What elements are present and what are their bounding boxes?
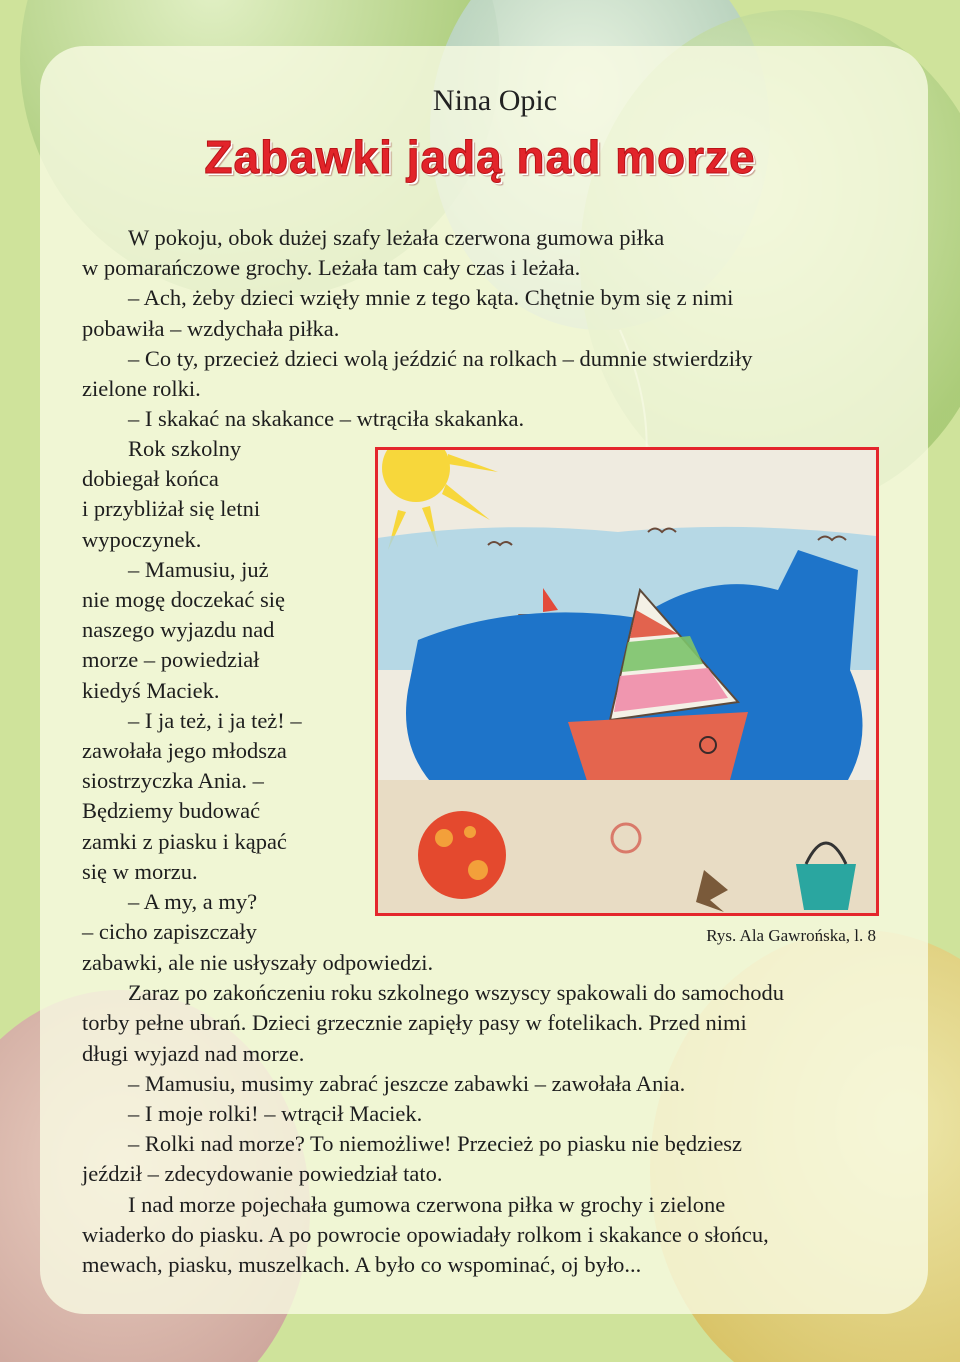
- text-line: – Rolki nad morze? To niemożliwe! Przecież po piasku nie będziesz: [128, 1131, 743, 1157]
- seaside-drawing-illustration: [378, 450, 876, 913]
- text-line: kiedyś Maciek.: [82, 677, 220, 703]
- text-line: – cicho zapiszczały: [82, 919, 257, 945]
- text-line: – I skakać na skakance – wtrąciła skakanka.: [128, 406, 525, 432]
- author-name: Nina Opic: [432, 84, 558, 117]
- text-line: się w morzu.: [82, 858, 198, 884]
- text-line: torby pełne ubrań. Dzieci grzecznie zapięły pasy w fotelikach. Przed nimi: [82, 1010, 747, 1036]
- text-line: nie mogę doczekać się: [82, 587, 286, 613]
- text-line: jeździł – zdecydowanie powiedział tato.: [82, 1161, 443, 1187]
- text-line: wiaderko do piasku. A po powrocie opowiadały rolkom i skakance o słońcu,: [82, 1221, 769, 1247]
- text-line: wypoczynek.: [82, 526, 202, 552]
- drawing-caption: Rys. Ala Gawrońska, l. 8: [706, 926, 876, 945]
- text-line: – I ja też, i ja też! –: [128, 707, 302, 733]
- text-line: Będziemy budować: [82, 798, 261, 824]
- text-line: – A my, a my?: [128, 889, 258, 915]
- text-line: zabawki, ale nie usłyszały odpowiedzi.: [82, 950, 434, 975]
- text-line: mewach, piasku, muszelkach. A było co wspominać, oj było...: [82, 1252, 642, 1278]
- child-drawing: [375, 447, 879, 916]
- text-line: pobawiła – wzdychała piłka.: [82, 315, 340, 341]
- text-line: i przybliżał się letni: [82, 496, 261, 522]
- text-line: – I moje rolki! – wtrącił Maciek.: [128, 1101, 423, 1127]
- text-line: zamki z piasku i kąpać: [82, 828, 287, 854]
- text-line: – Mamusiu, musimy zabrać jeszcze zabawki – zawołała Ania.: [128, 1070, 686, 1096]
- text-line: długi wyjazd nad morze.: [82, 1040, 305, 1066]
- text-line: Zaraz po zakończeniu roku szkolnego wszyscy spakowali do samochodu: [128, 980, 785, 1006]
- story-text-bottom: [82, 948, 784, 1280]
- text-line: I nad morze pojechała gumowa czerwona piłka w grochy i zielone: [128, 1191, 726, 1217]
- text-line: w pomarańczowe grochy. Leżała tam cały czas i leżała.: [82, 255, 581, 281]
- text-line: morze – powiedział: [82, 647, 260, 673]
- story-text-top: [82, 223, 753, 434]
- text-line: zielone rolki.: [82, 376, 201, 402]
- text-line: naszego wyjazdu nad: [82, 617, 275, 643]
- text-line: dobiegał końca: [82, 466, 219, 492]
- text-line: – Mamusiu, już: [128, 556, 269, 582]
- text-line: siostrzyczka Ania. –: [82, 768, 264, 794]
- text-line: – Ach, żeby dzieci wzięły mnie z tego kąta. Chętnie bym się z nimi: [128, 285, 734, 311]
- text-line: W pokoju, obok dużej szafy leżała czerwona gumowa piłka: [128, 225, 665, 250]
- ball-icon: [418, 811, 506, 899]
- page-title: Zabawki jadą nad morze: [204, 131, 756, 183]
- text-line: Rok szkolny: [128, 436, 242, 461]
- text-line: zawołała jego młodsza: [82, 738, 287, 764]
- text-line: – Co ty, przecież dzieci wolą jeździć na rolkach – dumnie stwierdziły: [128, 345, 753, 371]
- story-text-side: [82, 434, 302, 947]
